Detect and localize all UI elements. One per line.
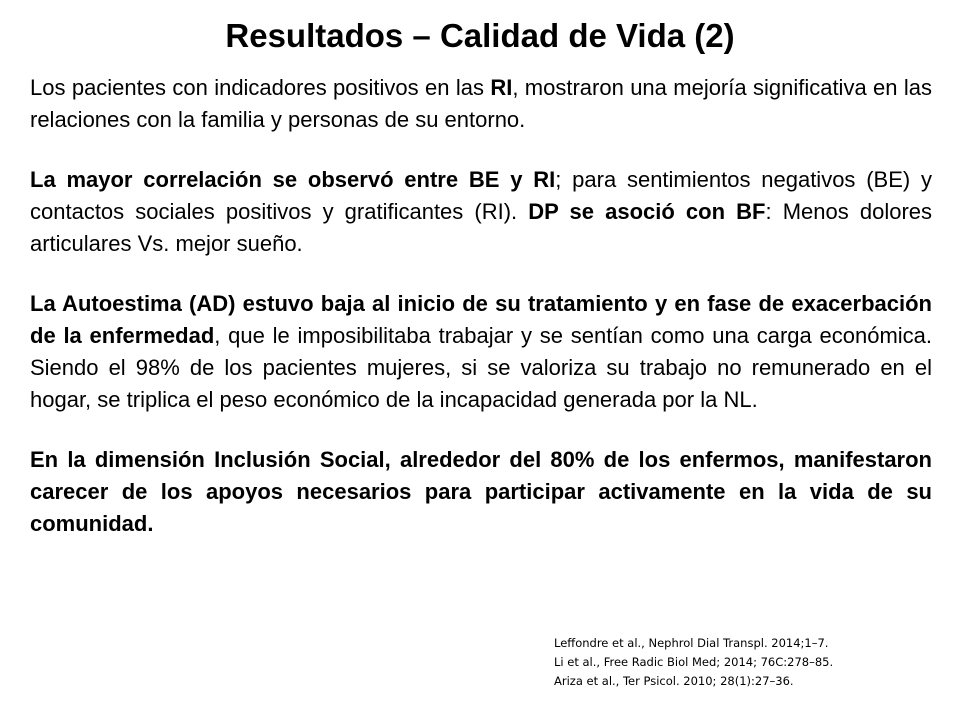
paragraph-inclusion-social (30, 444, 932, 540)
text-run-bold: La Autoestima (AD) estuvo baja al inicio de su tratamiento y en fase de exacerbación de la enfermedad (30, 291, 932, 348)
text-run-bold: En la dimensión Inclusión Social, alrededor del 80% de los enfermos, manifestaron carecer de los apoyos necesarios para participar activamente en la vida de su comunidad. (30, 447, 932, 536)
text-run: , mostraron una mejoría significativa en las relaciones con la familia y personas de su entorno. (30, 75, 932, 132)
text-run: , que le imposibilitaba trabajar y se sentían como una carga económica. Siendo el 98% de los pacientes mujeres, si se valoriza su trabajo no remunerado en el hogar, se triplica el peso económico de la incapacidad generada por la NL. (30, 323, 933, 412)
reference-item: Ariza et al., Ter Psicol. 2010; 28(1):27–36. (554, 674, 794, 688)
text-run: : Menos dolores articulares Vs. mejor sueño. (30, 199, 933, 256)
text-run-bold: DP se asoció con BF (528, 199, 766, 224)
references (554, 634, 934, 691)
text-run-bold: La mayor correlación se observó entre BE y RI (30, 167, 556, 192)
text-run: Los pacientes con indicadores positivos en las (30, 75, 491, 100)
text-run-bold: RI (490, 75, 513, 100)
slide-body (30, 72, 932, 568)
paragraph-correlacion (30, 164, 932, 260)
reference-item: Li et al., Free Radic Biol Med; 2014; 76C:278–85. (554, 655, 834, 669)
reference-item: Leffondre et al., Nephrol Dial Transpl. 2014;1–7. (554, 636, 829, 650)
paragraph-autoestima (30, 288, 932, 416)
paragraph-relaciones (30, 72, 932, 136)
slide-title: Resultados – Calidad de Vida (2) (225, 17, 735, 54)
text-run: ; para sentimientos negativos (BE) y contactos sociales positivos y gratificantes (RI). (30, 167, 933, 224)
